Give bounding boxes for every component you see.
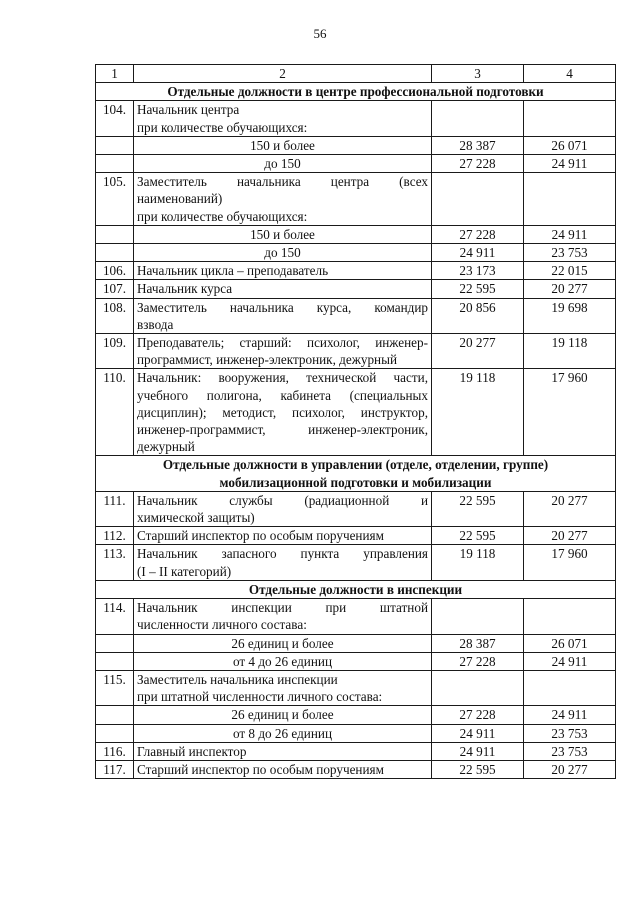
row-number-cell: [96, 225, 134, 243]
row-number: 116.: [96, 742, 134, 760]
value-col-4: 23 753: [524, 742, 616, 760]
row-number-cell: [96, 244, 134, 262]
table-row: [96, 545, 616, 580]
value-col-3: 22 595: [432, 280, 524, 298]
value-col-3: 27 228: [432, 706, 524, 724]
row-number: 111.: [96, 491, 134, 526]
value-col-4: 23 753: [524, 724, 616, 742]
value-col-3: 22 595: [432, 491, 524, 526]
position-name-line: учебного полигона, кабинета (специальных: [137, 387, 428, 403]
position-name-line: Начальник курса: [137, 281, 233, 297]
table-row: [96, 760, 616, 778]
position-name: [134, 298, 432, 333]
sub-row: [96, 225, 616, 243]
position-name: [134, 545, 432, 580]
table-row: [96, 491, 616, 526]
row-number: 115.: [96, 670, 134, 705]
table-row: [96, 742, 616, 760]
value-col-3: 19 118: [432, 545, 524, 580]
sub-row: [96, 652, 616, 670]
value-col-4: 24 911: [524, 652, 616, 670]
row-number-cell: [96, 724, 134, 742]
row-number: 108.: [96, 298, 134, 333]
sub-item-label: 26 единиц и более: [134, 706, 432, 724]
value-col-4: 19 698: [524, 298, 616, 333]
position-name-line: Начальник инспекции при штатной: [137, 600, 428, 616]
value-col-3: 24 911: [432, 724, 524, 742]
table-row: [96, 280, 616, 298]
value-col-3: 28 387: [432, 634, 524, 652]
row-number: 117.: [96, 760, 134, 778]
value-col-4: 17 960: [524, 369, 616, 456]
position-name-line: инженер-программист, инженер-электроник,: [137, 422, 428, 438]
table-row: [96, 101, 616, 136]
sub-row: [96, 724, 616, 742]
row-number: 105.: [96, 173, 134, 226]
position-name: [134, 527, 432, 545]
section-heading: [96, 580, 616, 598]
value-col-4: 26 071: [524, 634, 616, 652]
position-name: [134, 280, 432, 298]
header-cell-3: 3: [432, 65, 524, 83]
row-number-cell: [96, 155, 134, 173]
position-name: [134, 599, 432, 634]
section-heading-line: Отдельные должности в управлении (отделе, отделении, группе): [162, 457, 549, 473]
table-row: [96, 527, 616, 545]
value-col-4: [524, 599, 616, 634]
sub-item-label: от 4 до 26 единиц: [134, 652, 432, 670]
value-col-3: 22 595: [432, 760, 524, 778]
table-row: [96, 599, 616, 634]
position-name: [134, 742, 432, 760]
section-heading-line: Отдельные должности в инспекции: [248, 581, 463, 597]
position-name-line: Старший инспектор по особым поручениям: [137, 528, 384, 544]
value-col-3: 20 856: [432, 298, 524, 333]
value-col-4: 20 277: [524, 527, 616, 545]
value-col-3: [432, 599, 524, 634]
section-row: [96, 456, 616, 491]
position-name-line: Заместитель начальника курса, командир: [137, 299, 428, 315]
value-col-4: 20 277: [524, 760, 616, 778]
position-name-line: Заместитель начальника центра (всех: [137, 174, 428, 190]
position-name-line: Начальник центра: [137, 102, 240, 118]
position-name-line: дежурный: [137, 439, 195, 455]
value-col-4: 22 015: [524, 262, 616, 280]
row-number: 107.: [96, 280, 134, 298]
position-name: [134, 369, 432, 456]
sub-item-label: от 8 до 26 единиц: [134, 724, 432, 742]
value-col-3: 27 228: [432, 225, 524, 243]
value-col-4: 19 118: [524, 334, 616, 369]
salary-table: [95, 64, 616, 779]
position-name-line: Главный инспектор: [137, 743, 247, 759]
position-name-line: Начальник запасного пункта управления: [137, 546, 428, 562]
header-cell-1: 1: [96, 65, 134, 83]
value-col-4: [524, 173, 616, 226]
position-name-line: Старший инспектор по особым поручениям: [137, 761, 384, 777]
row-number: 112.: [96, 527, 134, 545]
table-row: [96, 173, 616, 226]
row-number-cell: [96, 634, 134, 652]
header-cell-2: 2: [134, 65, 432, 83]
value-col-3: 27 228: [432, 155, 524, 173]
page-number: 56: [313, 26, 327, 41]
sub-item-label: 150 и более: [134, 225, 432, 243]
value-col-3: 20 277: [432, 334, 524, 369]
position-name: [134, 262, 432, 280]
position-name: [134, 173, 432, 226]
position-name-line: Преподаватель; старший: психолог, инженер-: [137, 335, 428, 351]
header-cell-4: 4: [524, 65, 616, 83]
sub-row: [96, 136, 616, 154]
table-row: [96, 334, 616, 369]
value-col-3: 19 118: [432, 369, 524, 456]
sub-row: [96, 634, 616, 652]
sub-item-label: 150 и более: [134, 136, 432, 154]
position-name: [134, 101, 432, 136]
section-row: [96, 580, 616, 598]
position-name-line: химической защиты): [137, 510, 255, 526]
section-heading-line: Отдельные должности в центре профессиональной подготовки: [167, 84, 544, 100]
position-name: [134, 760, 432, 778]
position-name: [134, 670, 432, 705]
table-row: [96, 298, 616, 333]
table-row: [96, 670, 616, 705]
position-name-line: наименований): [137, 191, 223, 207]
value-col-4: 17 960: [524, 545, 616, 580]
row-number: 114.: [96, 599, 134, 634]
sub-item-label: до 150: [134, 155, 432, 173]
value-col-4: [524, 101, 616, 136]
position-name: [134, 491, 432, 526]
section-heading-line: мобилизационной подготовки и мобилизации: [219, 474, 492, 490]
value-col-3: 23 173: [432, 262, 524, 280]
value-col-3: [432, 670, 524, 705]
section-row: [96, 83, 616, 101]
value-col-4: 23 753: [524, 244, 616, 262]
position-name-line: при количестве обучающихся:: [137, 119, 308, 135]
position-name-line: дисциплин); методист, психолог, инструктор,: [137, 404, 428, 420]
value-col-3: 24 911: [432, 742, 524, 760]
row-number-cell: [96, 652, 134, 670]
value-col-3: 27 228: [432, 652, 524, 670]
value-col-3: [432, 101, 524, 136]
position-name: [134, 334, 432, 369]
position-name-line: при штатной численности личного состава:: [137, 689, 383, 705]
row-number: 113.: [96, 545, 134, 580]
value-col-4: 24 911: [524, 706, 616, 724]
position-name-line: численности личного состава:: [137, 617, 307, 633]
sub-item-label: 26 единиц и более: [134, 634, 432, 652]
value-col-3: 24 911: [432, 244, 524, 262]
row-number-cell: [96, 136, 134, 154]
position-name-line: (I – II категорий): [137, 563, 232, 579]
position-name-line: взвода: [137, 316, 174, 332]
sub-row: [96, 244, 616, 262]
row-number: 106.: [96, 262, 134, 280]
sub-item-label: до 150: [134, 244, 432, 262]
position-name-line: Начальник цикла – преподаватель: [137, 263, 329, 279]
row-number: 109.: [96, 334, 134, 369]
value-col-4: 24 911: [524, 225, 616, 243]
position-name-line: Начальник службы (радиационной и: [137, 492, 428, 508]
row-number-cell: [96, 706, 134, 724]
value-col-4: 26 071: [524, 136, 616, 154]
value-col-4: 20 277: [524, 280, 616, 298]
value-col-3: 28 387: [432, 136, 524, 154]
value-col-3: [432, 173, 524, 226]
row-number: 104.: [96, 101, 134, 136]
sub-row: [96, 706, 616, 724]
table-body: [96, 65, 616, 779]
value-col-4: [524, 670, 616, 705]
section-heading: [96, 83, 616, 101]
section-heading: [96, 456, 616, 491]
position-name-line: программист, инженер-электроник, дежурный: [137, 352, 398, 368]
position-name-line: Заместитель начальника инспекции: [137, 671, 338, 687]
value-col-3: 22 595: [432, 527, 524, 545]
sub-row: [96, 155, 616, 173]
header-row: [96, 65, 616, 83]
row-number: 110.: [96, 369, 134, 456]
position-name-line: Начальник: вооружения, технической части,: [137, 370, 428, 386]
position-name-line: при количестве обучающихся:: [137, 208, 308, 224]
value-col-4: 20 277: [524, 491, 616, 526]
table-row: [96, 369, 616, 456]
table-row: [96, 262, 616, 280]
value-col-4: 24 911: [524, 155, 616, 173]
